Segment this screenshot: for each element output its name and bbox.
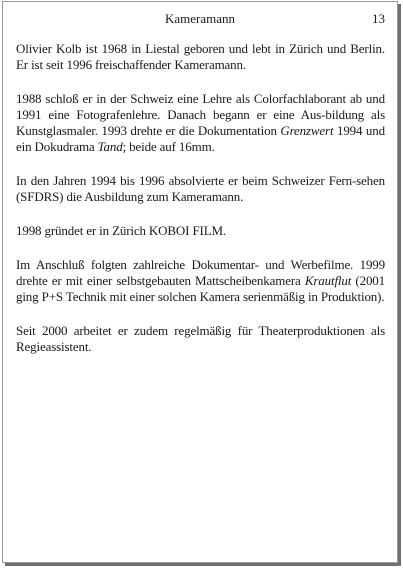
- film-title-tand: Tand: [97, 139, 123, 154]
- body-text: [16, 41, 385, 373]
- paragraph-films: [16, 257, 385, 305]
- running-head: [3, 10, 397, 28]
- paragraph-films-text-2: (2001 ging P+S Technik mit einer solchen Kamera serienmäßig in Produktion).: [16, 273, 385, 304]
- paragraph-sfdrs: In den Jahren 1994 bis 1996 absolvierte er beim Schweizer Fern-sehen (SFDRS) die Ausbildung zum Kameramann.: [16, 173, 385, 204]
- paragraph-koboi-film: 1998 gründet er in Zürich KOBOI FILM.: [16, 223, 226, 238]
- paragraph-biography: Olivier Kolb ist 1968 in Liestal geboren und lebt in Zürich und Berlin. Er ist seit 1996 freischaffender Kameramann.: [16, 41, 385, 72]
- paragraph-training-text-3: ; beide auf 16mm.: [122, 139, 215, 154]
- paragraph-training-text-1: 1988 schloß er in der Schweiz eine Lehre als Colorfachlaborant ab und 1991 eine Fotografenlehre. Danach begann er eine Aus-bildung als Kunstglasmaler. 1993 drehte er die Dokumentation: [16, 91, 385, 138]
- film-title-grenzwert: Grenzwert: [280, 123, 334, 138]
- document-page: [2, 1, 398, 563]
- page-number: 13: [372, 11, 385, 26]
- paragraph-theater: Seit 2000 arbeitet er zudem regelmäßig für Theaterproduktionen als Regieassistent.: [16, 323, 385, 354]
- page-title: Kameramann: [164, 11, 236, 26]
- film-title-krautflut: Krautflut: [304, 273, 352, 288]
- paragraph-training-text-2: 1994 und ein Dokudrama: [16, 123, 385, 154]
- paragraph-films-text-1: Im Anschluß folgten zahlreiche Dokumentar- und Werbefilme. 1999 drehte er mit einer selbstgebauten Mattscheibenkamera: [16, 257, 385, 288]
- paragraph-training: [16, 91, 385, 155]
